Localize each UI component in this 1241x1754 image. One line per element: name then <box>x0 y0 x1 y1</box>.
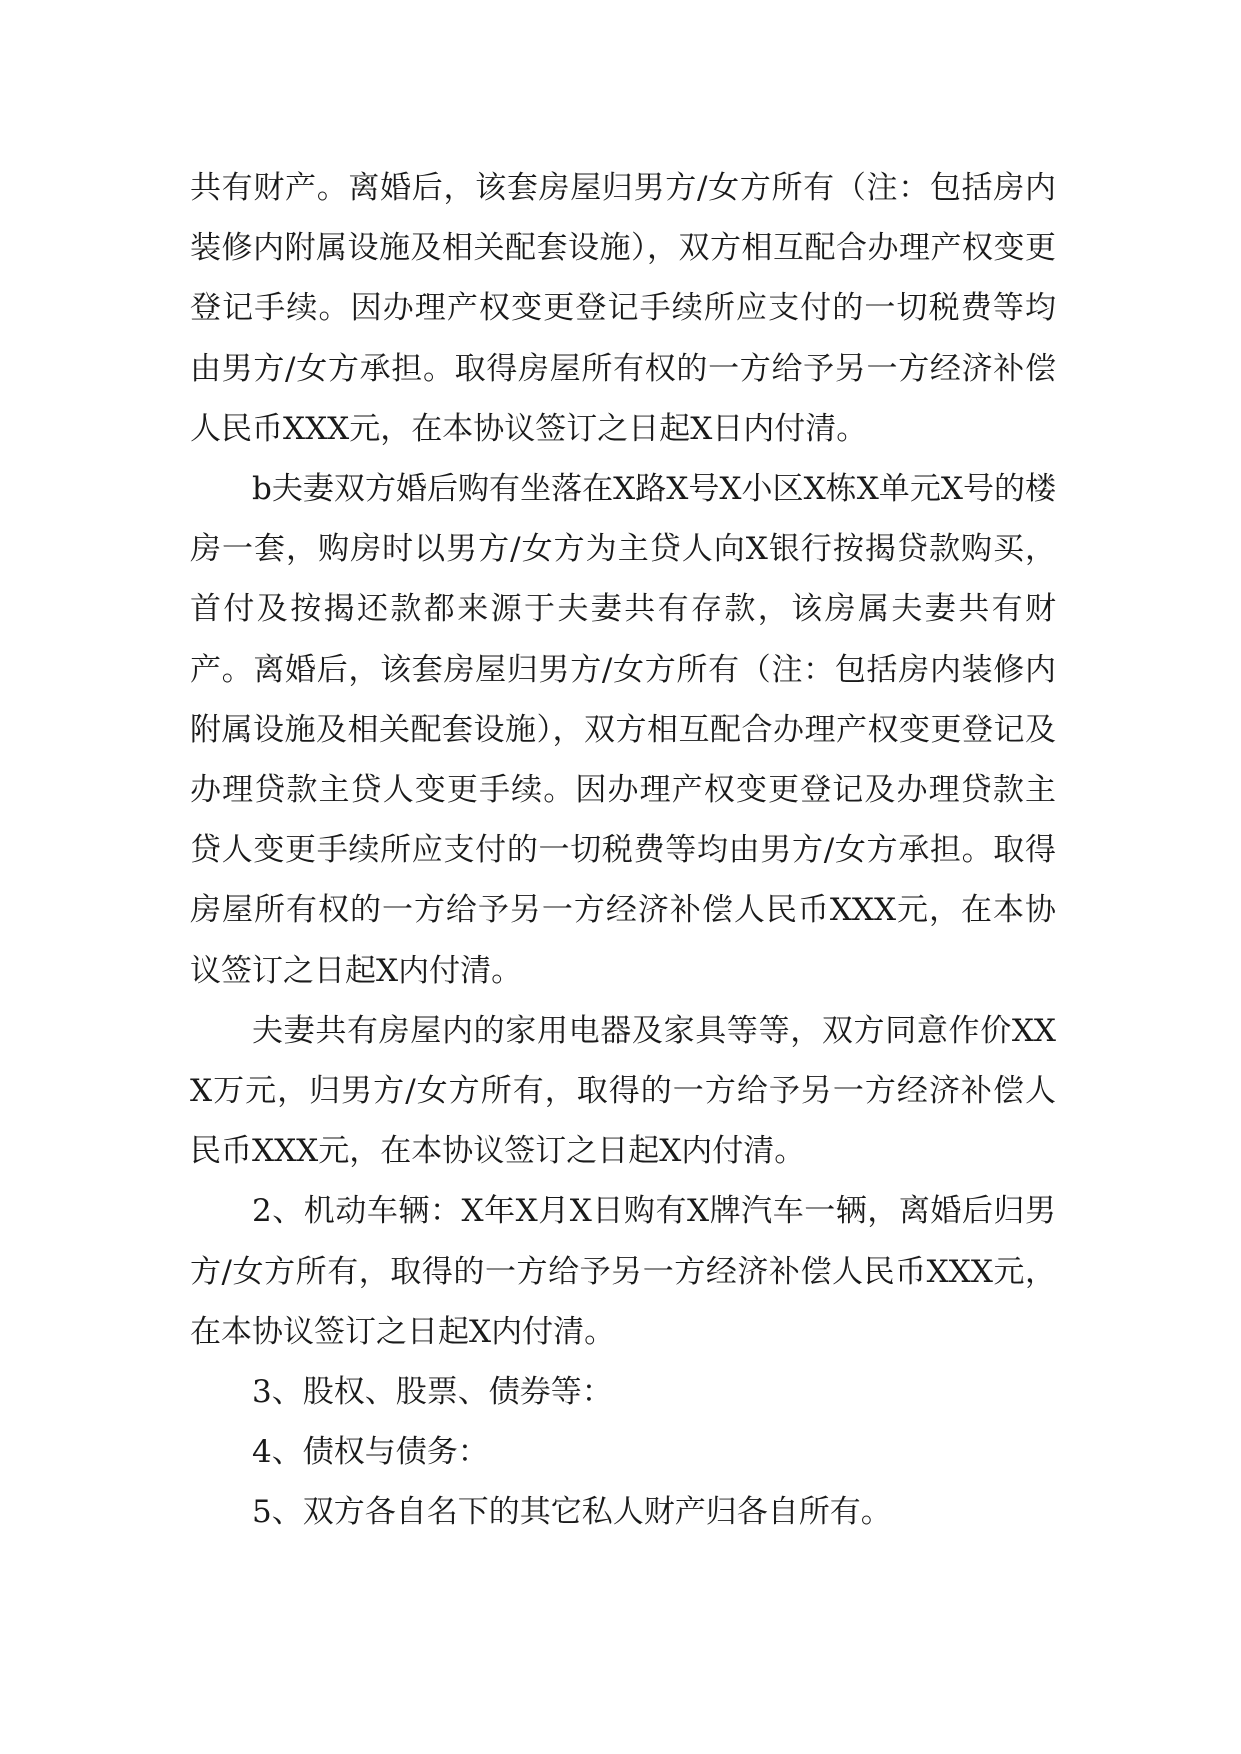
paragraph-claims-debts: 4、债权与债务： <box>252 1434 489 1471</box>
paragraph-equity-stocks-bonds: 3、股权、股票、债券等： <box>252 1374 613 1411</box>
paragraph-motor-vehicle: 2、机动车辆：X年X月X日购有X牌汽车一辆，离婚后归男方/女方所有，取得的一方给予另一方经济补偿人民币XXX元，在本协议签订之日起X内付清。 <box>190 1193 1056 1350</box>
paragraph-house-a-continued: 共有财产。离婚后，该套房屋归男方/女方所有（注：包括房内装修内附属设施及相关配套设施），双方相互配合办理产权变更登记手续。因办理产权变更登记手续所应支付的一切税费等均由男方/女方承担。取得房屋所有权的一方给予另一方经济补偿人民币XXX元，在本协议签订之日起X日内付清。 <box>190 170 1056 447</box>
paragraph-household-appliances: 夫妻共有房屋内的家用电器及家具等等，双方同意作价XXX万元，归男方/女方所有，取得的一方给予另一方经济补偿人民币XXX元，在本协议签订之日起X内付清。 <box>190 1012 1056 1170</box>
document-body <box>190 158 1056 1543</box>
paragraph-private-property: 5、双方各自名下的其它私人财产归各自所有。 <box>252 1494 892 1531</box>
paragraph-house-b: b夫妻双方婚后购有坐落在X路X号X小区X栋X单元X号的楼房一套，购房时以男方/女方为主贷人向X银行按揭贷款购买，首付及按揭还款都来源于夫妻共有存款，该房属夫妻共有财产。离婚后，该套房屋归男方/女方所有（注：包括房内装修内附属设施及相关配套设施），双方相互配合办理产权变更登记及办理贷款主贷人变更手续。因办理产权变更登记及办理贷款主贷人变更手续所应支付的一切税费等均由男方/女方承担。取得房屋所有权的一方给予另一方经济补偿人民币XXX元，在本协议签订之日起X内付清。 <box>190 471 1056 989</box>
